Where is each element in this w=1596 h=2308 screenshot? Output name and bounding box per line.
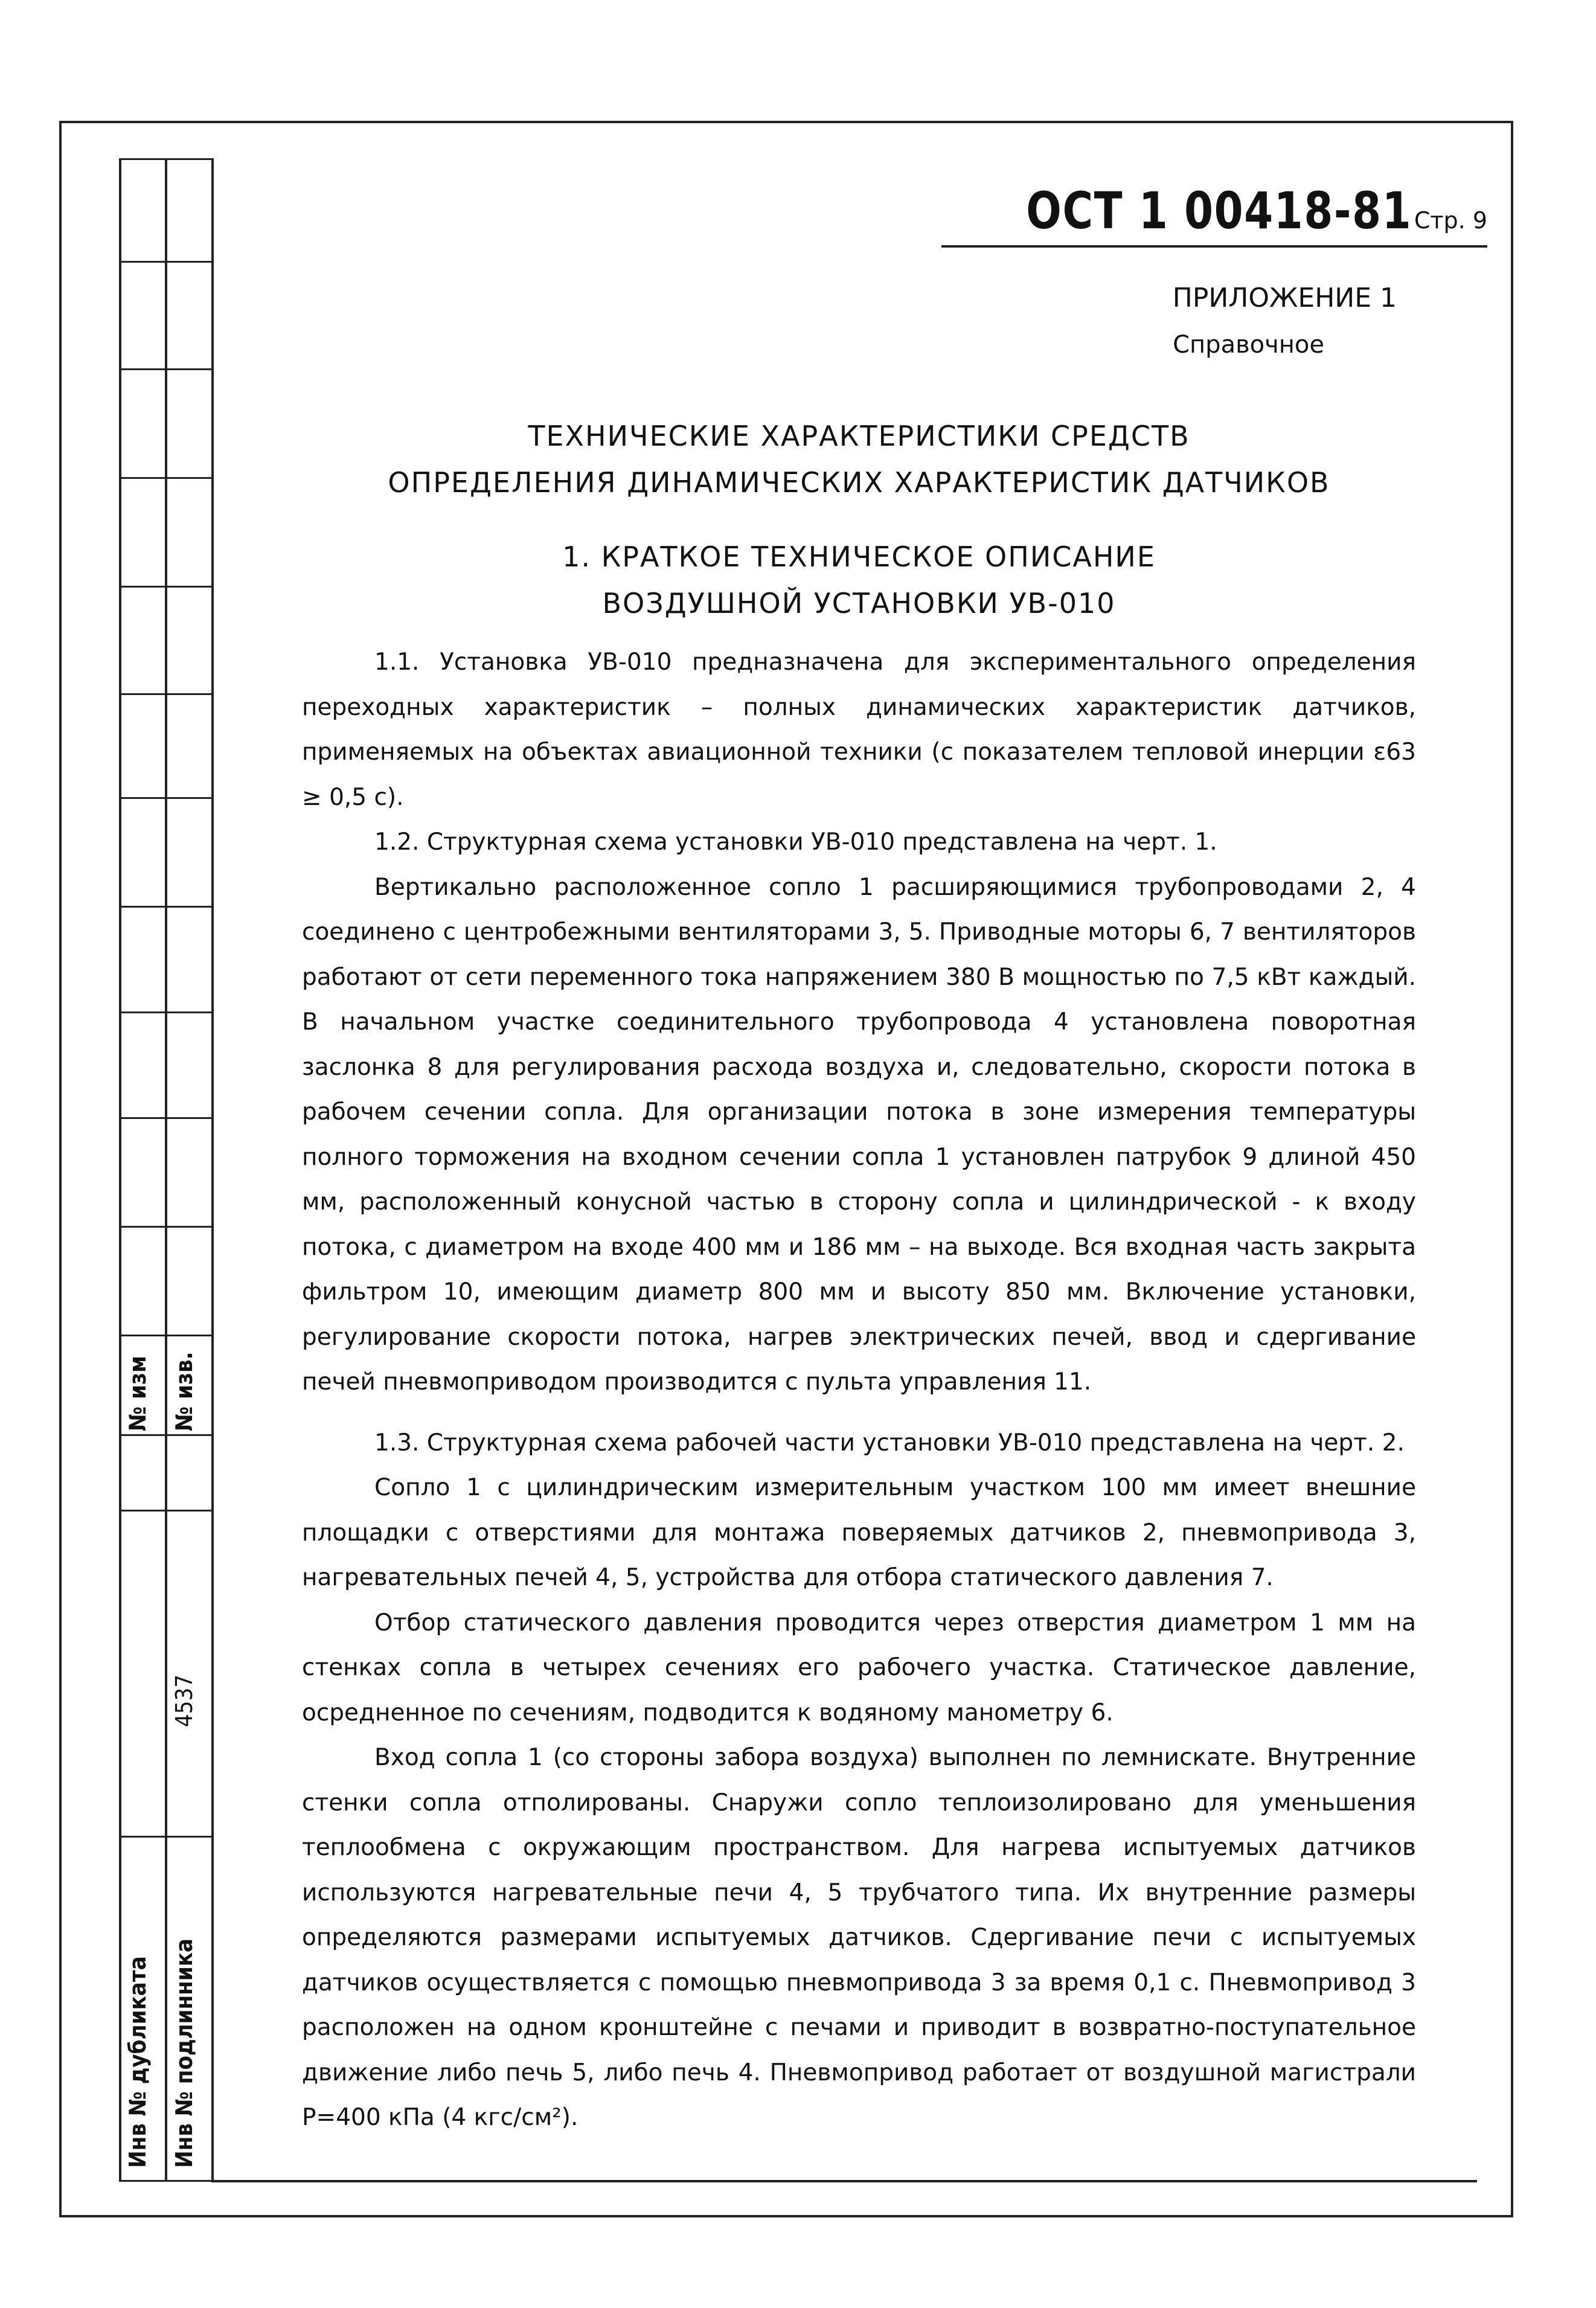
stamp-cell-line [119, 1335, 211, 1336]
document-title-line-1: ТЕХНИЧЕСКИЕ ХАРАКТЕРИСТИКИ СРЕДСТВ [528, 420, 1190, 452]
stamp-cell-line [119, 2180, 211, 2182]
stamp-izm-label: № изм [124, 1356, 151, 1431]
stamp-izv-label: № изв. [171, 1351, 197, 1431]
stamp-cell-line [119, 1226, 211, 1228]
stamp-cell-line [119, 1011, 211, 1013]
stamp-cell-line [119, 797, 211, 799]
paragraph: 1.2. Структурная схема установки УВ-010 представлена на черт. 1. [374, 829, 1217, 856]
paragraph: Сопло 1 с цилиндрическим измерительным участком 100 мм имеет внешние площадки с отверстиями для монтажа поверяемых датчиков 2, пневмопривода 3, нагревательных печей 4, 5, устройства для отбора статического давления 7. [302, 1474, 1416, 1591]
stamp-cell-line [119, 477, 211, 479]
stamp-cell-line [119, 368, 211, 370]
stamp-column-line [119, 158, 121, 2180]
section-title-line-2: ВОЗДУШНОЙ УСТАНОВКИ УВ-010 [602, 587, 1116, 620]
stamp-cell-line [119, 1836, 211, 1838]
stamp-inv-podl-label: Инв № подлинника [171, 1938, 197, 2168]
stamp-cell-line [119, 261, 211, 263]
document-title-line-2: ОПРЕДЕЛЕНИЯ ДИНАМИЧЕСКИХ ХАРАКТЕРИСТИК ДАТЧИКОВ [388, 466, 1330, 499]
stamp-cell-line [119, 158, 211, 160]
paragraph: Отбор статического давления проводится через отверстия диаметром 1 мм на стенках сопла в четырех сечениях его рабочего участка. Статическое давление, осредненное по сечениям, подводится к водяному манометру 6. [302, 1609, 1416, 1726]
paragraph: Вертикально расположенное сопло 1 расширяющимися трубопроводами 2, 4 соединено с центробежными вентиляторами 3, 5. Приводные моторы 6, 7 вентиляторов работают от сети переменного тока напряжением 380 В мощностью по 7,5 кВт каждый. В начальном участке соединительного трубопровода 4 установлена поворотная заслонка 8 для регулирования расхода воздуха и, следовательно, скорости потока в рабочем сечении сопла. Для организации потока в зоне измерения температуры полного торможения на входном сечении сопла 1 установлен патрубок 9 длиной 450 мм, расположенный конусной частью в сторону сопла и цилиндрической - к входу потока, с диаметром на входе 400 мм и 186 мм – на выходе. Вся входная часть закрыта фильтром 10, имеющим диаметр 800 мм и высоту 850 мм. Включение установки, регулирование скорости потока, нагрев электрических печей, ввод и сдергивание печей пневмоприводом производится с пульта управления 11. [302, 873, 1416, 1396]
section-title-line-1: 1. КРАТКОЕ ТЕХНИЧЕСКОЕ ОПИСАНИЕ [562, 540, 1156, 573]
stamp-column-line [165, 158, 167, 2180]
stamp-cell-line [119, 586, 211, 588]
stamp-cell-line [119, 1434, 211, 1436]
paragraph: 1.3. Структурная схема рабочей части установки УВ-010 представлена на черт. 2. [374, 1429, 1405, 1457]
stamp-cell-line [119, 1510, 211, 1511]
stamp-inv-dubl-label: Инв № дубликата [124, 1956, 151, 2168]
document-header [941, 181, 1487, 248]
paragraph: 1.1. Установка УВ-010 предназначена для экспериментального определения переходных характеристик – полных динамических характеристик датчиков, применяемых на объектах авиационной техники (с показателем тепловой инерции ε63 ≥ 0,5 с). [302, 649, 1416, 811]
standard-number: ОСТ 1 00418-81 [1025, 181, 1412, 240]
stamp-cell-line [119, 693, 211, 695]
stamp-cell-line [119, 906, 211, 908]
stamp-cell-line [119, 1117, 211, 1119]
appendix-label: ПРИЛОЖЕНИЕ 1 [1172, 283, 1397, 313]
body-text [302, 640, 1416, 2141]
paragraph: Вход сопла 1 (со стороны забора воздуха) выполнен по лемнискате. Внутренние стенки сопла отполированы. Снаружи сопло теплоизолировано для уменьшения теплообмена с окружающим пространством. Для нагрева испытуемых датчиков используются нагревательные печи 4, 5 трубчатого типа. Их внутренние размеры определяются размерами испытуемых датчиков. Сдергивание печи с испытуемых датчиков осуществляется с помощью пневмопривода 3 за время 0,1 с. Пневмопривод 3 расположен на одном кронштейне с печами и приводит в возвратно-поступательное движение либо печь 5, либо печь 4. Пневмопривод работает от воздушной магистрали Р=400 кПа (4 кгс/см²). [302, 1744, 1416, 2131]
page-number: Стр. 9 [1414, 207, 1487, 234]
appendix-kind: Справочное [1173, 331, 1324, 359]
stamp-inv-podl-value: 4537 [171, 1675, 197, 1727]
